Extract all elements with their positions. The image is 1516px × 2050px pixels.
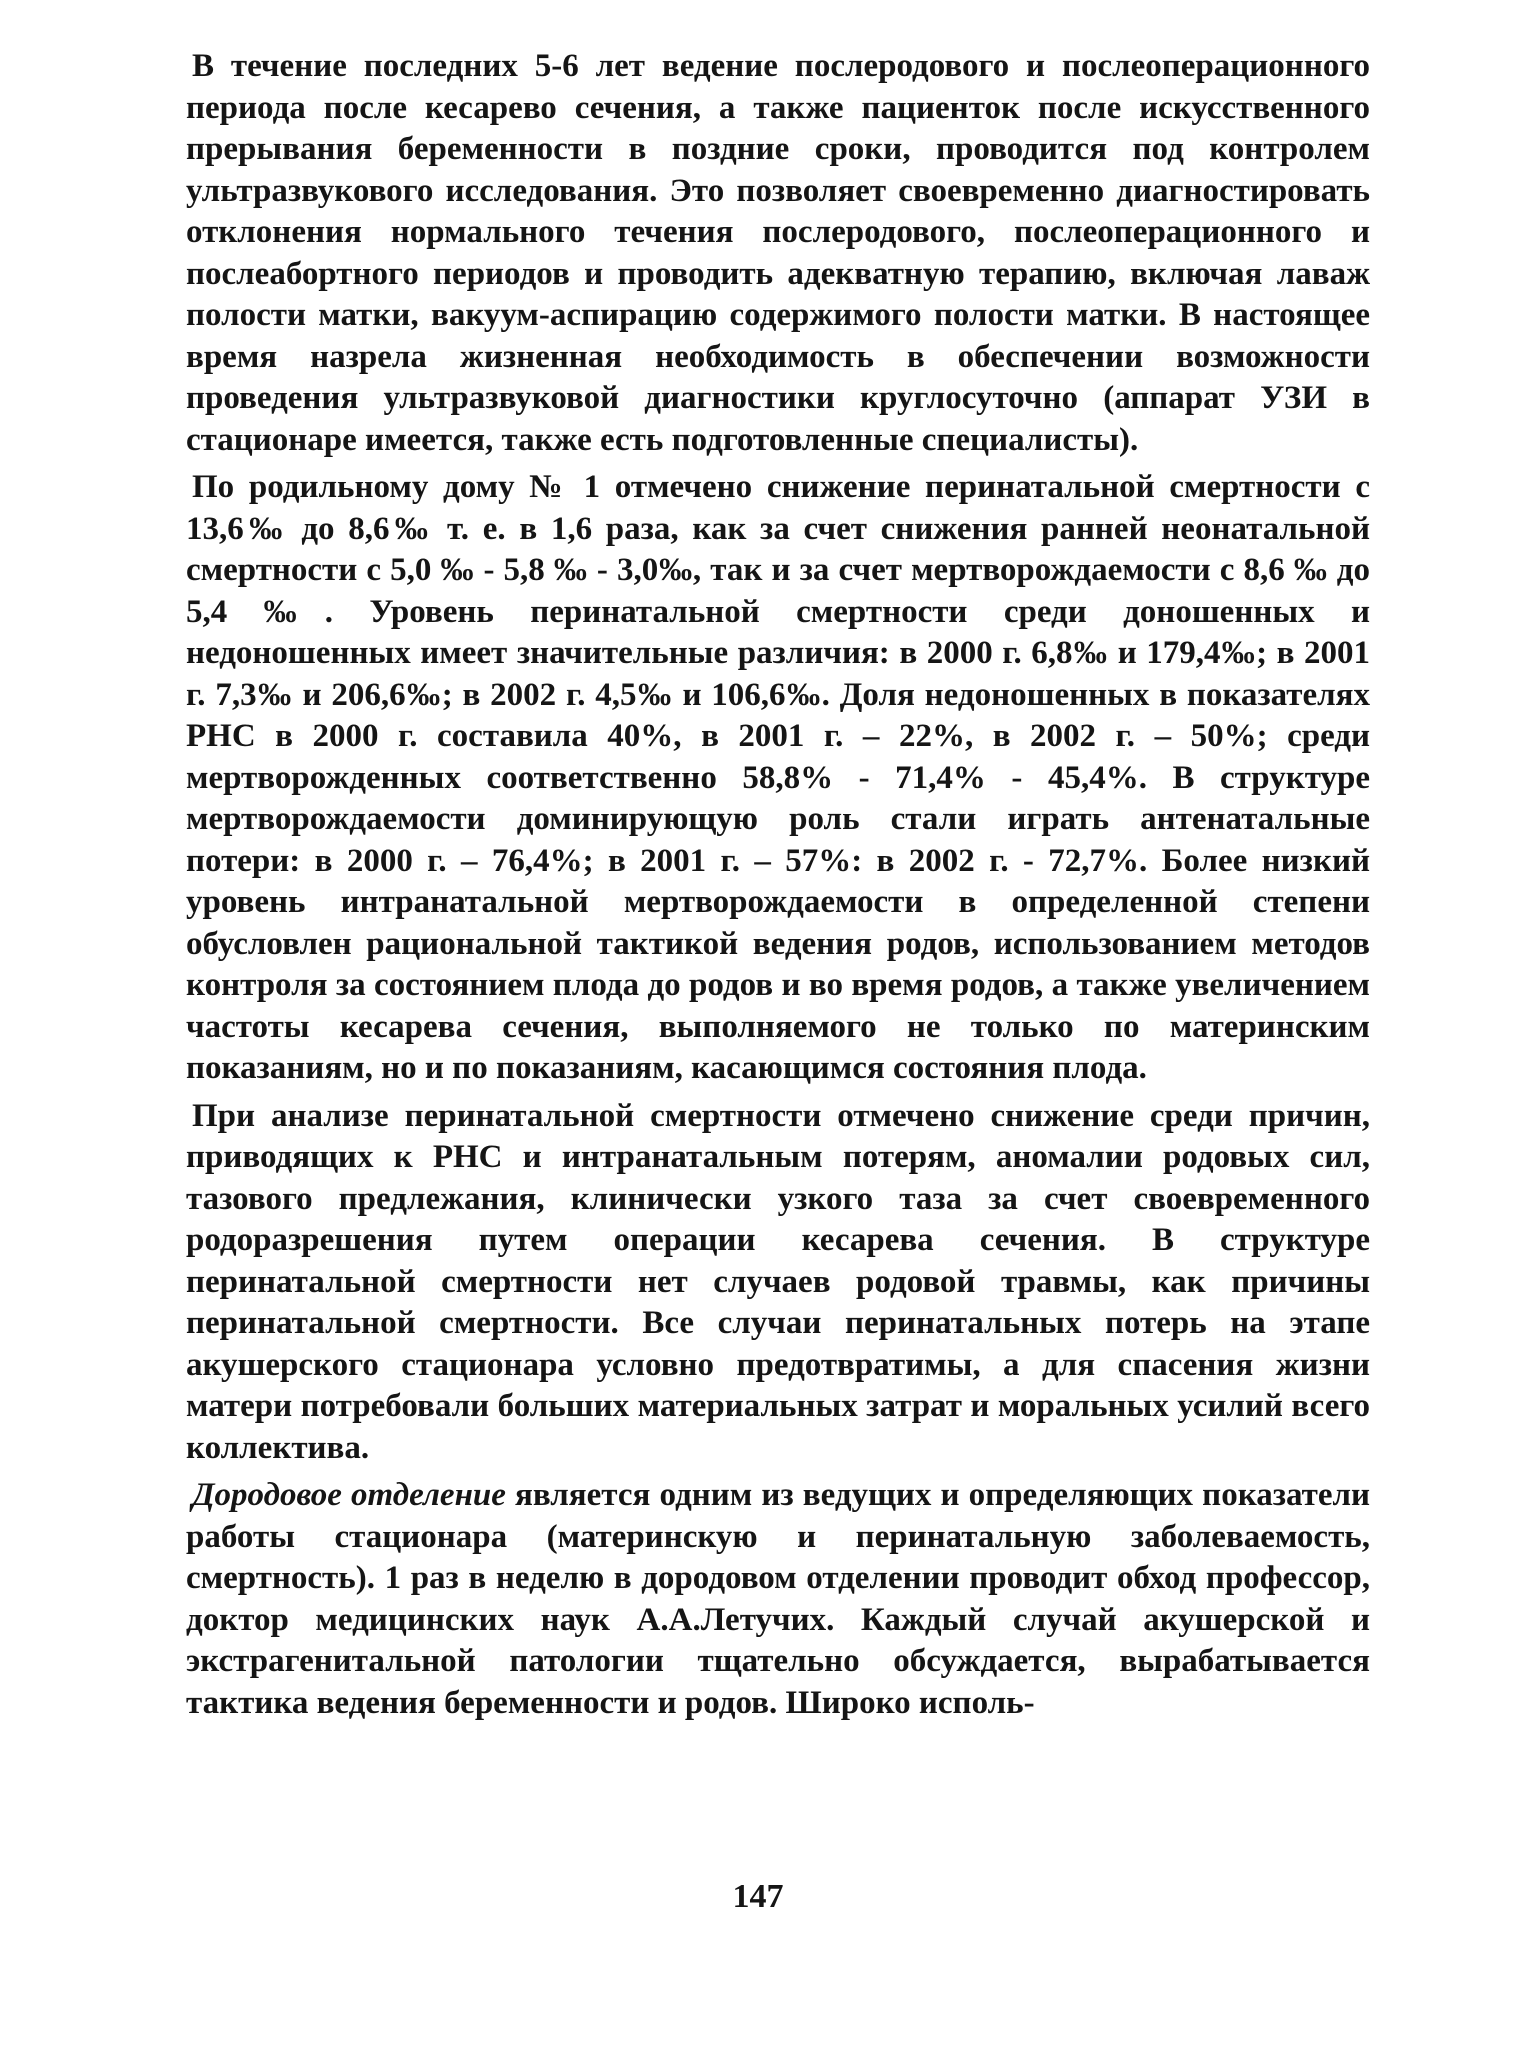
paragraph-4 (186, 1475, 1370, 1724)
paragraph-3: При анализе перинатальной смертности отмечено снижение среди причин, приводящих к РНС и интранатальным потерям, аномалии родовых сил, тазового предлежания, клинически узкого таза за счет своевременного родоразрешения путем операции кесарева сечения. В структуре перинатальной смертности нет случаев родовой травмы, как причины перинатальной смертности. Все случаи перинатальных потерь на этапе акушерского стационара условно предотвратимы, а для спасения жизни матери потребовали больших материальных затрат и моральных усилий всего коллектива. (186, 1097, 1370, 1466)
paragraph-1: В течение последних 5-6 лет ведение послеродового и послеоперационного периода после кесарево сечения, а также пациенток после искусственного прерывания беременности в поздние сроки, проводится под контролем ультразвукового исследования. Это позволяет своевременно диагностировать отклонения нормального течения послеродового, послеоперационного и послеабортного периодов и проводить адекватную терапию, включая лаваж полости матки, вакуум-аспирацию содержимого полости матки. В настоящее время назрела жизненная необходимость в обеспечении возможности проведения ультразвуковой диагностики круглосуточно (аппарат УЗИ в стационаре имеется, также есть подготовленные специалисты). (186, 48, 1370, 458)
paragraph-2: По родильному дому № 1 отмечено снижение перинатальной смертности с 13,6‰ до 8,6‰ т. е. в 1,6 раза, как за счет снижения ранней неонатальной смертности с 5,0 ‰ - 5,8 ‰ - 3,0‰, так и за счет мертворождаемости с 8,6 ‰ до 5,4 ‰. Уровень перинатальной смертности среди доношенных и недоношенных имеет значительные различия: в 2000 г. 6,8‰ и 179,4‰; в 2001 г. 7,3‰ и 206,6‰; в 2002 г. 4,5‰ и 106,6‰. Доля недоношенных в показателях РНС в 2000 г. составила 40%, в 2001 г. – 22%, в 2002 г. – 50%; среди мертворожденных соответственно 58,8% - 71,4% - 45,4%. В структуре мертворождаемости доминирующую роль стали играть антенатальные потери: в 2000 г. – 76,4%; в 2001 г. – 57%: в 2002 г. - 72,7%. Более низкий уровень интранатальной мертворождаемости в определенной степени обусловлен рациональной тактикой ведения родов, использованием методов контроля за состоянием плода до родов и во время родов, а также увеличением частоты кесарева сечения, выполняемого не только по материнским показаниям, но и по показаниям, касающимся состояния плода. (186, 469, 1370, 1086)
paragraph-4-text: является одним из ведущих и определяющих показатели работы стационара (материнскую и перинатальную заболеваемость, смертность). 1 раз в неделю в дородовом отделении проводит обход профессор, доктор медицинских наук А.А.Летучих. Каждый случай акушерской и экстрагенитальной патологии тщательно обсуждается, вырабатывается тактика ведения беременности и родов. Широко исполь- (186, 1477, 1370, 1721)
page-body (186, 46, 1370, 1730)
page-number: 147 (732, 1878, 784, 1915)
section-lead-term: Дородовое отделение (192, 1477, 506, 1513)
